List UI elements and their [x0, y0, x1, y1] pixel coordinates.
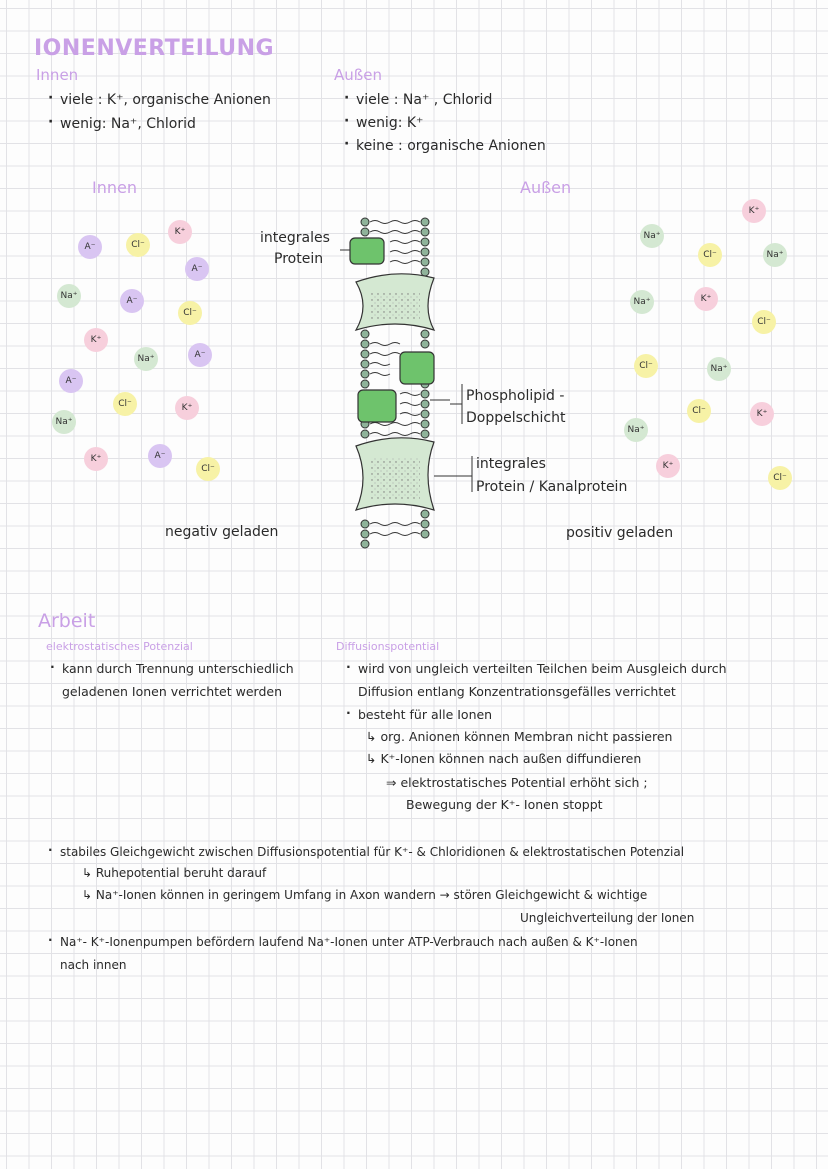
label-phospholipid-line2: Doppelschicht [466, 410, 566, 426]
inside-heading: Innen [36, 66, 79, 84]
ion-anion: A⁻ [148, 444, 172, 468]
ion-chloride: Cl⁻ [768, 466, 792, 490]
diagram-outside-label: Außen [520, 178, 572, 197]
ion-chloride: Cl⁻ [178, 301, 202, 325]
diffusion-line: Diffusion entlang Konzentrationsgefälles verrichtet [358, 684, 676, 699]
label-channel-protein-line1: integrales [476, 456, 546, 472]
ion-potassium: K⁺ [694, 287, 718, 311]
ion-potassium: K⁺ [84, 328, 108, 352]
ion-chloride: Cl⁻ [698, 243, 722, 267]
label-integral-protein-line1: integrales [260, 230, 330, 246]
ion-anion: A⁻ [188, 343, 212, 367]
note-line: ↳ Na⁺-Ionen können in geringem Umfang in Axon wandern → stören Gleichgewicht & wichtige [82, 888, 648, 902]
diffusion-line: Bewegung der K⁺- Ionen stoppt [406, 797, 603, 812]
outside-item: · wenig: K⁺ [356, 115, 423, 131]
diffusion-line: ⇒ elektrostatisches Potential erhöht sich ; [386, 775, 648, 790]
ion-chloride: Cl⁻ [752, 310, 776, 334]
ion-potassium: K⁺ [84, 447, 108, 471]
ion-sodium: Na⁺ [134, 347, 158, 371]
outside-item: · viele : Na⁺ , Chlorid [356, 92, 492, 108]
note-line: · Na⁺- K⁺-Ionenpumpen befördern laufend Na⁺-Ionen unter ATP-Verbrauch nach außen & K⁺-Ionen [60, 935, 638, 949]
ion-potassium: K⁺ [750, 402, 774, 426]
membrane-diagram [340, 208, 450, 550]
label-integral-protein-line2: Protein [274, 251, 324, 267]
diffusion-heading: Diffusionspotential [336, 640, 440, 653]
note-line: nach innen [60, 958, 127, 972]
ion-potassium: K⁺ [168, 220, 192, 244]
diffusion-line: ↳ org. Anionen können Membran nicht passieren [366, 729, 673, 744]
note-line: Ungleichverteilung der Ionen [520, 911, 695, 925]
electro-line: geladenen Ionen verrichtet werden [62, 684, 282, 699]
ion-anion: A⁻ [78, 235, 102, 259]
ion-chloride: Cl⁻ [126, 233, 150, 257]
ion-sodium: Na⁺ [52, 410, 76, 434]
ion-sodium: Na⁺ [57, 284, 81, 308]
diffusion-line: · wird von ungleich verteilten Teilchen beim Ausgleich durch [358, 661, 727, 676]
ion-chloride: Cl⁻ [113, 392, 137, 416]
label-phospholipid-line1: Phospholipid - [466, 388, 565, 404]
ion-anion: A⁻ [59, 369, 83, 393]
ion-potassium: K⁺ [656, 454, 680, 478]
outside-heading: Außen [334, 66, 382, 84]
label-channel-protein-line2: Protein / Kanalprotein [476, 479, 628, 495]
ion-potassium: K⁺ [742, 199, 766, 223]
inside-charge-label: negativ geladen [165, 524, 279, 540]
diffusion-line: · besteht für alle Ionen [358, 707, 492, 722]
ion-chloride: Cl⁻ [687, 399, 711, 423]
outside-charge-label: positiv geladen [566, 525, 674, 541]
note-line: ↳ Ruhepotential beruht darauf [82, 866, 267, 880]
ion-potassium: K⁺ [175, 396, 199, 420]
ion-anion: A⁻ [185, 257, 209, 281]
inside-item: · wenig: Na⁺, Chlorid [60, 116, 196, 132]
inside-item: · viele : K⁺, organische Anionen [60, 92, 271, 108]
electro-heading: elektrostatisches Potenzial [46, 640, 193, 653]
diffusion-line: ↳ K⁺-Ionen können nach außen diffundieren [366, 751, 642, 766]
page-title: IONENVERTEILUNG [34, 36, 275, 61]
outside-item: · keine : organische Anionen [356, 138, 546, 154]
ion-chloride: Cl⁻ [196, 457, 220, 481]
ion-sodium: Na⁺ [707, 357, 731, 381]
ion-sodium: Na⁺ [624, 418, 648, 442]
ion-sodium: Na⁺ [640, 224, 664, 248]
ion-anion: A⁻ [120, 289, 144, 313]
note-line: · stabiles Gleichgewicht zwischen Diffusionspotential für K⁺- & Chloridionen & elektrostatischen Potenzial [60, 845, 684, 859]
work-heading: Arbeit [38, 610, 96, 632]
electro-line: · kann durch Trennung unterschiedlich [62, 661, 294, 676]
diagram-inside-label: Innen [92, 178, 137, 197]
ion-chloride: Cl⁻ [634, 354, 658, 378]
ion-sodium: Na⁺ [763, 243, 787, 267]
ion-sodium: Na⁺ [630, 290, 654, 314]
